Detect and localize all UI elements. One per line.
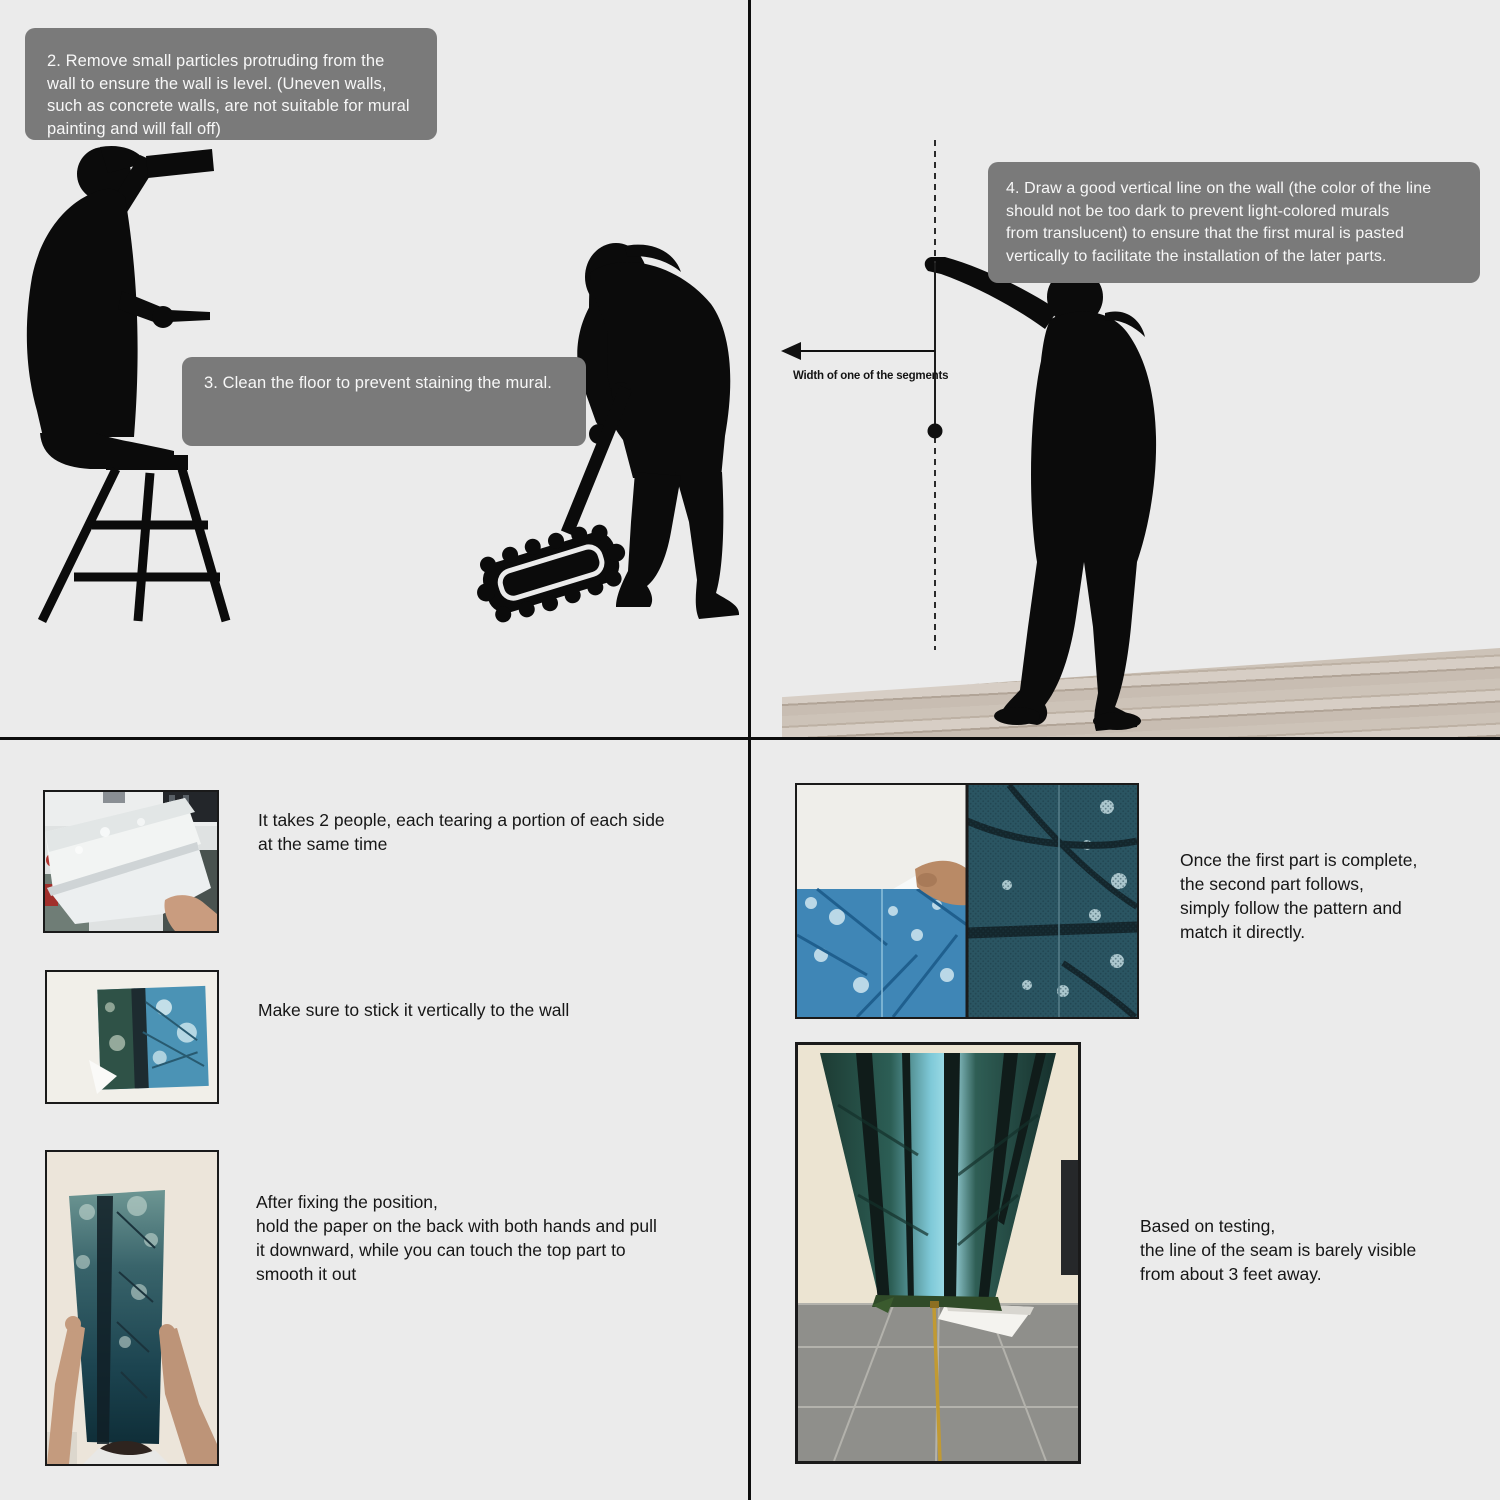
photo-seam-test xyxy=(795,1042,1081,1464)
photo-panel-on-wall xyxy=(45,970,219,1104)
width-arrow-label: Width of one of the segments xyxy=(793,370,949,382)
caption-match-pattern: Once the first part is complete, the second part follows, simply follow the pattern and match it directly. xyxy=(1180,850,1418,943)
mop-head-icon xyxy=(475,514,636,631)
photo-peeling-backing xyxy=(43,790,219,933)
step4-callout: 4. Draw a good vertical line on the wall (the color of the line should not be too dark to prevent light-colored murals from translucent) to ensure that the first mural is pasted vertically to facilitate the installation of the later parts. xyxy=(988,162,1480,283)
stepladder-icon xyxy=(42,469,226,621)
horizontal-divider xyxy=(0,737,1500,740)
step3-callout: 3. Clean the floor to prevent staining the mural. xyxy=(182,357,586,446)
caption-stick-vertically: Make sure to stick it vertically to the wall xyxy=(258,1000,570,1020)
width-arrow-head-icon xyxy=(781,342,801,360)
photo-holding-strip xyxy=(45,1150,219,1466)
plumb-bob-icon xyxy=(928,424,943,439)
step2-callout: 2. Remove small particles protruding from the wall to ensure the wall is level. (Uneven walls, such as concrete walls, are not suitable for mural painting and will fall off) xyxy=(25,28,437,140)
vertical-divider xyxy=(748,0,751,1500)
caption-two-people-tear: It takes 2 people, each tearing a portion of each side at the same time xyxy=(258,810,665,855)
caption-pull-downward: After fixing the position, hold the paper on the back with both hands and pull it downward, while you can touch the top part to smooth it out xyxy=(256,1192,657,1285)
photo-pattern-match-pair xyxy=(795,783,1139,1019)
caption-seam-barely-visible: Based on testing, the line of the seam is barely visible from about 3 feet away. xyxy=(1140,1216,1417,1285)
